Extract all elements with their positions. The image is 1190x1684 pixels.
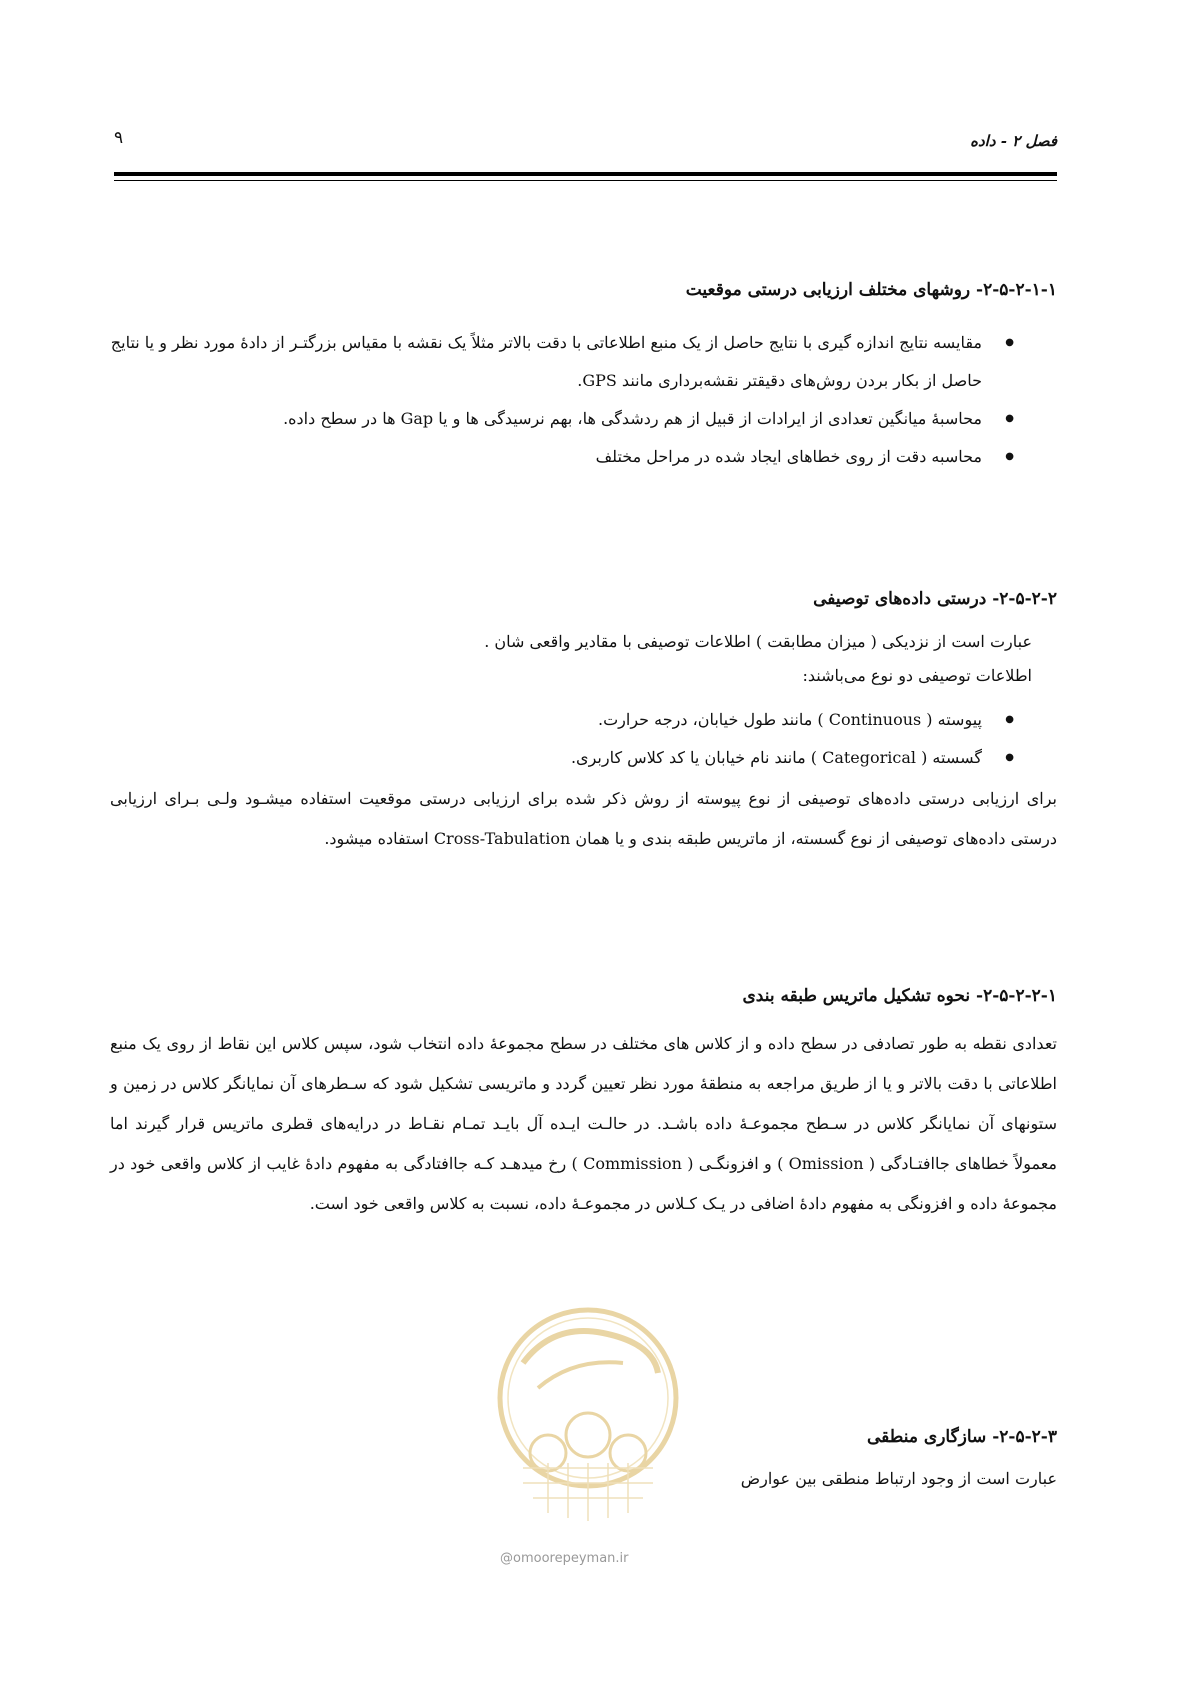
section-title: نحوه تشکیل ماتریس طبقه بندی <box>742 986 971 1006</box>
definition-text: عبارت است از نزدیکی ( میزان مطابقت ) اطلاعات توصیفی با مقادیر واقعی شان . <box>484 632 1032 651</box>
body-paragraph: برای ارزیابی درستی داده‌های توصیفی از نوع پیوسته از روش ذکر شده برای ارزیابی درستی موقعیت استفاده میشـود ولـی بـرای ارزیابی درستی داده‌های توصیفی از نوع گسسته، از ماتریس طبقه بندی و یا همان Cross-Tabulation استفاده میشود. <box>110 789 1057 848</box>
body-paragraph: تعدادی نقطه به طور تصادفی در سطح داده و از کلاس های مختلف در سطح مجموعهٔ داده انتخاب شود، سپس کلاس این نقاط از روی یک منبع اطلاعاتی با دقت بالاتر و یا از طریق مراجعه به منطقهٔ مورد نظر تعیین گردد و ماتریسی تشکیل شود که سـطرهای آن نمایانگر کلاس در زمین و ستونهای آن نمایانگر کلاس در سـطح مجموعـهٔ داده باشـد. در حالـت ایـده آل بایـد تمـام نقـاط در درایه‌های قطری ماتریس قرار گیرند اما معمولاً خطاهای جاافتـادگی ( Omission ) و افزونگـی ( Commission ) رخ میدهـد کـه جاافتادگی به مفهوم دادهٔ غایب از کلاس واقعی خود در مجموعهٔ داده و افزونگی به مفهوم دادهٔ اضافی در یـک کـلاس در مجموعـهٔ داده، نسبت به کلاس واقعی خود است. <box>110 1034 1058 1213</box>
list-item: ● پیوسته ( Continuous ) مانند طول خیابان، درجه حرارت. <box>110 701 982 739</box>
page-header <box>114 128 1057 158</box>
list-item: ● محاسبه دقت از روی خطاهای ایجاد شده در مراحل مختلف <box>110 438 982 476</box>
list-item: ● مقایسه نتایج اندازه گیری با نتایج حاصل از یک منبع اطلاعاتی با دقت بالاتر مثلاً یک نقشه با مقیاس بزرگتـر از دادهٔ مورد نظر و یا نتایج حاصل از بکار بردن روش‌های دقیقتر نقشه‌برداری مانند GPS. <box>110 324 982 400</box>
page-number: ۹ <box>114 128 124 148</box>
section-heading <box>110 982 1057 1010</box>
section-heading <box>110 276 1057 304</box>
section-number: ۲-۵-۲-۳- <box>992 1427 1057 1447</box>
section-number: ۲-۵-۲-۲- <box>992 589 1057 609</box>
list-item: ● محاسبهٔ میانگین تعدادی از ایرادات از قبیل از هم ردشدگی ها، بهم نرسیدگی ها و یا Gap ها در سطح داده. <box>110 400 982 438</box>
header-rule-thin <box>114 180 1057 181</box>
watermark-logo-icon <box>493 1303 683 1533</box>
section-title: روشهای مختلف ارزیابی درستی موقعیت <box>685 280 971 300</box>
section-title: سازگاری منطقی <box>867 1427 987 1447</box>
section-number: ۲-۵-۲-۱-۱- <box>976 280 1057 300</box>
section-position-accuracy-methods <box>110 276 1057 476</box>
chapter-title: فصل ۲ - داده <box>970 132 1057 150</box>
bullet-list <box>110 701 1057 777</box>
bullet-list <box>110 324 1057 476</box>
section-classification-matrix <box>110 982 1057 1224</box>
definition-text: عبارت است از وجود ارتباط منطقی بین عوارض <box>740 1469 1057 1488</box>
watermark-url: @omoorepeyman.ir <box>500 1551 629 1566</box>
types-intro-text: اطلاعات توصیفی دو نوع می‌باشند: <box>802 666 1032 685</box>
section-title: درستی داده‌های توصیفی <box>813 589 987 609</box>
section-heading <box>110 585 1057 613</box>
header-rule-thick <box>114 172 1057 176</box>
list-item: ● گسسته ( Categorical ) مانند نام خیابان یا کد کلاس کاربری. <box>110 739 982 777</box>
section-number: ۲-۵-۲-۲-۱- <box>976 986 1057 1006</box>
section-attribute-accuracy <box>110 585 1057 859</box>
